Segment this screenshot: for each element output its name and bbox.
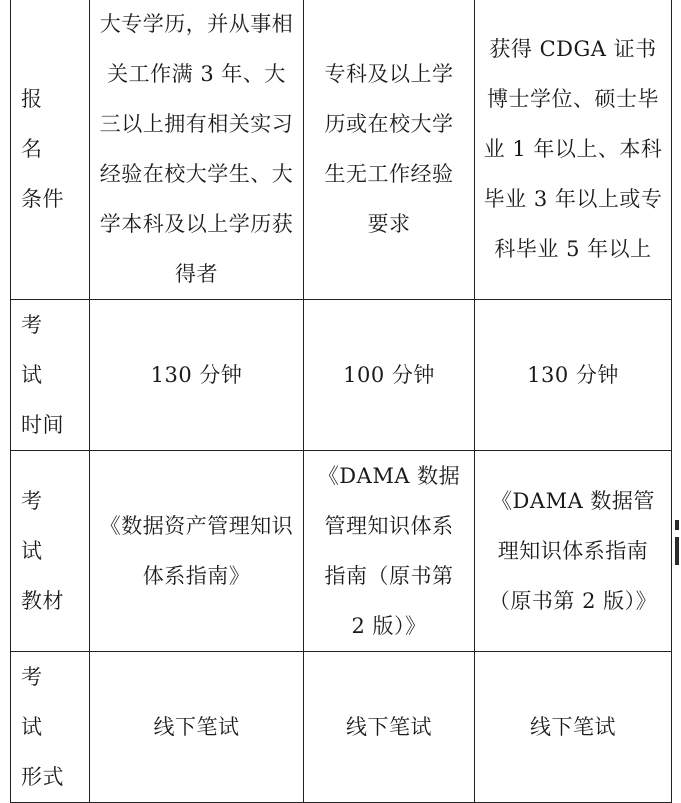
table-row <box>11 652 672 803</box>
table-cell <box>90 300 304 451</box>
table-row <box>11 451 672 652</box>
row-header-text: 形式 <box>21 765 64 789</box>
row-header-line <box>21 400 89 450</box>
row-header-line <box>21 74 89 174</box>
edge-marker <box>675 537 679 565</box>
row-header-duration <box>11 300 90 451</box>
table-cell <box>304 300 475 451</box>
row-header-text: 条件 <box>21 187 64 211</box>
cell-text: 大专学历，并从事相关工作满 3 年、大三以上拥有相关实习经验在校大学生、大学本科及以上学历获得者 <box>99 12 294 286</box>
row-header-text: 考 试 <box>21 665 60 739</box>
row-header-line <box>21 174 89 224</box>
edge-marker <box>675 520 679 530</box>
cell-text: 专科及以上学历或在校大学生无工作经验要求 <box>324 62 454 236</box>
cell-text: 《数据资产管理知识体系指南》 <box>99 514 294 588</box>
row-header-line <box>21 476 89 576</box>
table-cell <box>475 451 672 652</box>
table-cell <box>475 0 672 300</box>
row-header-text: 考 试 <box>21 313 60 387</box>
table-cell <box>90 652 304 803</box>
table-cell <box>90 0 304 300</box>
cell-text: 线下笔试 <box>346 715 432 739</box>
exam-comparison-table <box>10 0 672 803</box>
cell-text: 线下笔试 <box>153 715 240 739</box>
row-header-line <box>21 300 89 400</box>
cell-text: 130 分钟 <box>150 363 243 387</box>
row-header-textbook <box>11 451 90 652</box>
table-cell <box>304 652 475 803</box>
cell-text: 线下笔试 <box>530 715 616 739</box>
cell-text: 《DAMA 数据管理知识体系指南（原书第 2 版）》 <box>317 464 461 638</box>
row-header-text: 报 名 <box>21 87 60 161</box>
row-header-registration <box>11 0 90 300</box>
table-row <box>11 300 672 451</box>
table-cell <box>475 652 672 803</box>
row-header-line <box>21 752 89 802</box>
row-header-text: 时间 <box>21 413 64 437</box>
row-header-line <box>21 652 89 752</box>
row-header-format <box>11 652 90 803</box>
table-cell <box>475 300 672 451</box>
cell-text: 《DAMA 数据管理知识体系指南（原书第 2 版）》 <box>488 489 658 613</box>
table-row <box>11 0 672 300</box>
row-header-text: 考 试 <box>21 489 60 563</box>
row-header-line <box>21 576 89 626</box>
cell-text: 获得 CDGA 证书博士学位、硕士毕业 1 年以上、本科毕业 3 年以上或专科毕业 5 年以上 <box>483 37 663 261</box>
table-cell <box>90 451 304 652</box>
row-header-text: 教材 <box>21 589 64 613</box>
cell-text: 100 分钟 <box>343 363 435 387</box>
cell-text: 130 分钟 <box>527 363 619 387</box>
table-cell <box>304 451 475 652</box>
table-cell <box>304 0 475 300</box>
